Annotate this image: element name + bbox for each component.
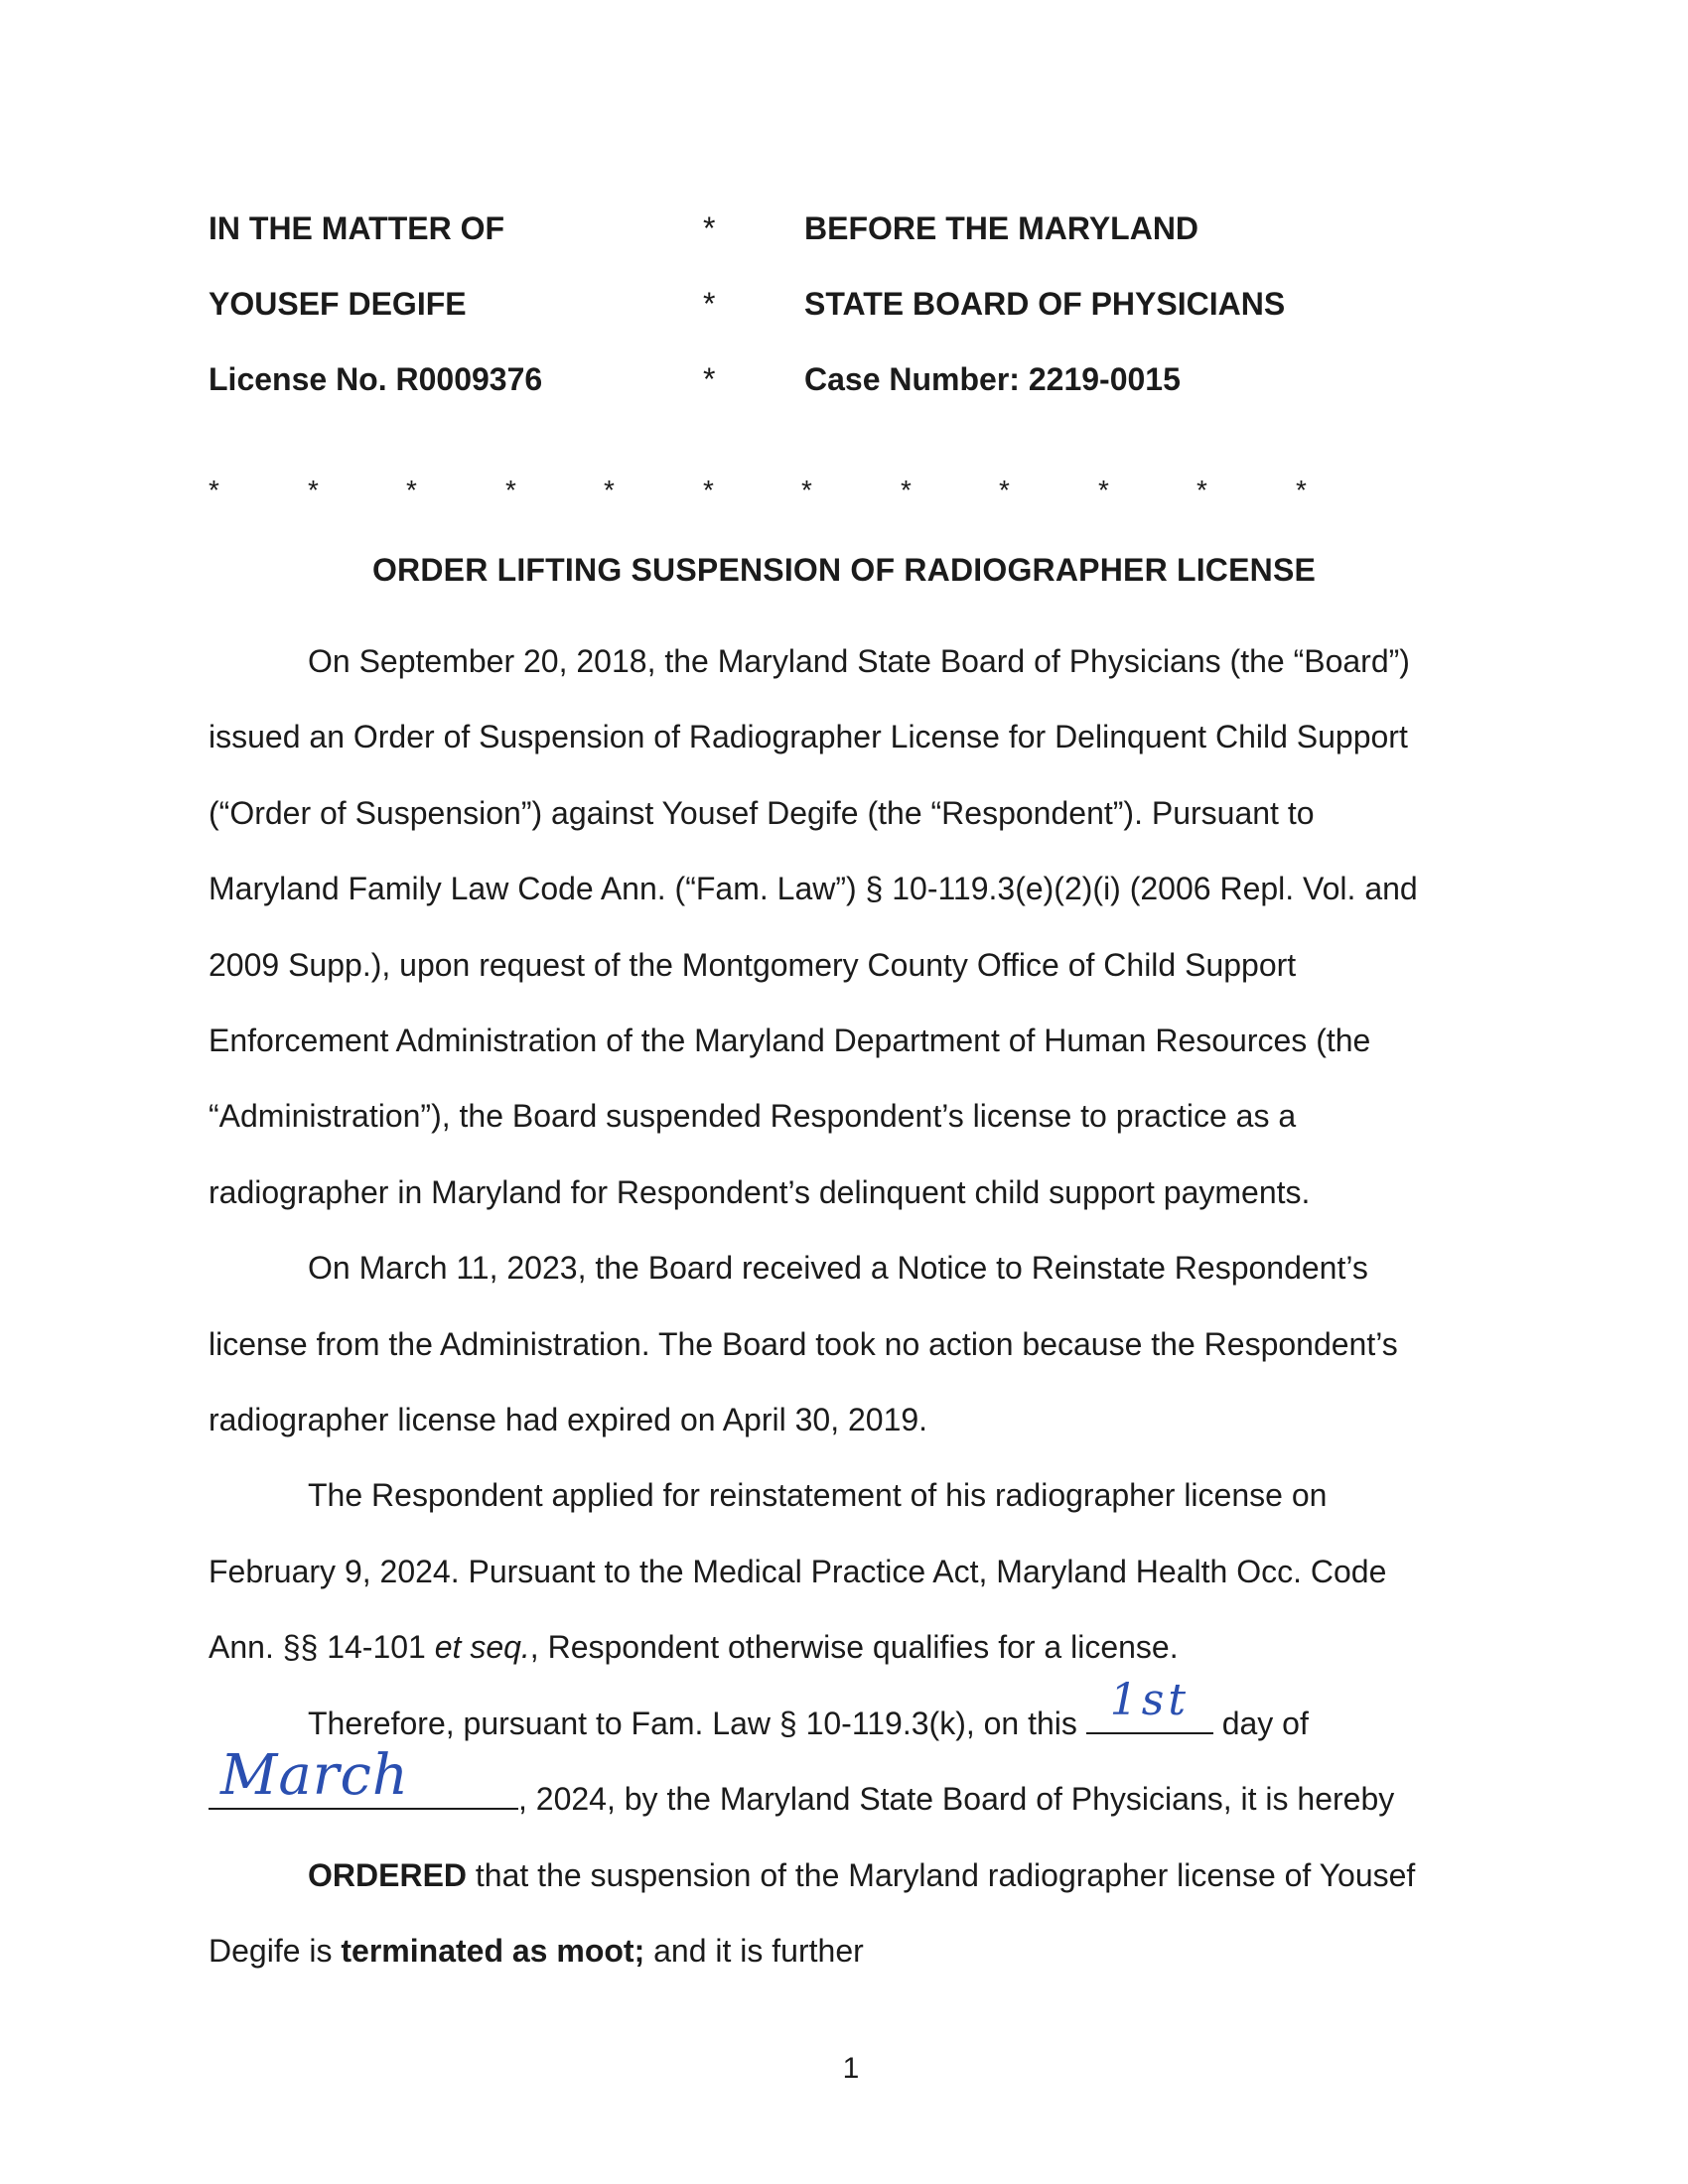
star-mark: *	[308, 475, 319, 505]
paragraph-2-line: On March 11, 2023, the Board received a Notice to Reinstate Respondent’s	[308, 1250, 1368, 1287]
caption-respondent-name: YOUSEF DEGIFE	[209, 286, 467, 322]
caption-row-1	[209, 206, 1450, 282]
star-mark: *	[801, 475, 812, 505]
caption-case-number: Case Number: 2219-0015	[804, 361, 1181, 397]
star-mark: *	[505, 475, 516, 505]
order-body	[209, 623, 1489, 1988]
star-mark: *	[406, 475, 417, 505]
caption-before: BEFORE THE MARYLAND	[804, 210, 1199, 246]
paragraph-1-line: Enforcement Administration of the Maryland Department of Human Resources (the	[209, 1023, 1371, 1059]
paragraph-5-line	[209, 1913, 1489, 1988]
handwritten-day: 1st	[1109, 1674, 1191, 1725]
star-mark: *	[209, 475, 219, 505]
handwritten-month: March	[220, 1743, 409, 1809]
star-mark: *	[999, 475, 1010, 505]
caption-separator: *	[703, 361, 716, 397]
paragraph-1-line: radiographer in Maryland for Respondent’s delinquent child support payments.	[209, 1173, 1311, 1210]
caption-board: STATE BOARD OF PHYSICIANS	[804, 286, 1286, 322]
ordered-keyword: ORDERED	[308, 1856, 468, 1893]
paragraph-1-line: On September 20, 2018, the Maryland State Board of Physicians (the “Board”)	[308, 643, 1410, 679]
paragraph-1-line: Maryland Family Law Code Ann. (“Fam. Law”) § 10-119.3(e)(2)(i) (2006 Repl. Vol. and	[209, 871, 1418, 907]
paragraph-5-line	[209, 1838, 1489, 1913]
caption-row-3	[209, 357, 1450, 433]
respondent-surname-text: Degife is	[209, 1932, 342, 1969]
paragraph-1-line: “Administration”), the Board suspended Respondent’s license to practice as a	[209, 1098, 1297, 1135]
paragraph-4-line	[209, 1743, 1489, 1837]
month-blank-field	[209, 1743, 518, 1810]
caption-separator: *	[703, 210, 716, 246]
star-divider	[209, 471, 1311, 510]
paragraph-1-line: 2009 Supp.), upon request of the Montgomery County Office of Child Support	[209, 946, 1297, 983]
star-mark: *	[703, 475, 714, 505]
star-mark: *	[1196, 475, 1207, 505]
caption-matter: IN THE MATTER OF	[209, 210, 505, 246]
paragraph-3-line	[209, 1609, 1489, 1685]
paragraph-3-tail: , Respondent otherwise qualifies for a license.	[529, 1629, 1179, 1666]
paragraph-3-line: February 9, 2024. Pursuant to the Medical Practice Act, Maryland Health Occ. Code	[209, 1553, 1387, 1589]
case-caption	[209, 206, 1450, 433]
star-mark: *	[901, 475, 912, 505]
caption-license-number: License No. R0009376	[209, 361, 543, 397]
paragraph-2-line: radiographer license had expired on April 30, 2019.	[209, 1402, 928, 1438]
paragraph-1-line: issued an Order of Suspension of Radiographer License for Delinquent Child Support	[209, 719, 1408, 755]
year-text: , 2024, by the Maryland State Board of Physicians, it is hereby	[518, 1781, 1395, 1818]
et-seq-italic: et seq.	[434, 1629, 530, 1666]
star-mark: *	[604, 475, 615, 505]
further-text: and it is further	[644, 1932, 864, 1969]
star-mark: *	[1098, 475, 1109, 505]
paragraph-3-line: The Respondent applied for reinstatement of his radiographer license on	[308, 1477, 1328, 1514]
day-of-text: day of	[1212, 1705, 1309, 1741]
paragraph-1-line: (“Order of Suspension”) against Yousef Degife (the “Respondent”). Pursuant to	[209, 794, 1315, 831]
terminated-as-moot: terminated as moot;	[341, 1932, 645, 1969]
document-title: ORDER LIFTING SUSPENSION OF RADIOGRAPHER LICENSE	[371, 552, 1317, 588]
page-number: 1	[842, 2052, 860, 2085]
ordered-text: that the suspension of the Maryland radiographer license of Yousef	[467, 1856, 1416, 1893]
paragraph-2-line: license from the Administration. The Board took no action because the Respondent’s	[209, 1325, 1398, 1362]
star-mark: *	[1296, 475, 1307, 505]
caption-row-2	[209, 282, 1450, 357]
caption-separator: *	[703, 286, 716, 322]
statute-citation: Ann. §§ 14-101	[209, 1629, 435, 1666]
therefore-text: Therefore, pursuant to Fam. Law § 10-119.3(k), on this	[308, 1705, 1086, 1741]
day-blank-field	[1086, 1674, 1213, 1734]
